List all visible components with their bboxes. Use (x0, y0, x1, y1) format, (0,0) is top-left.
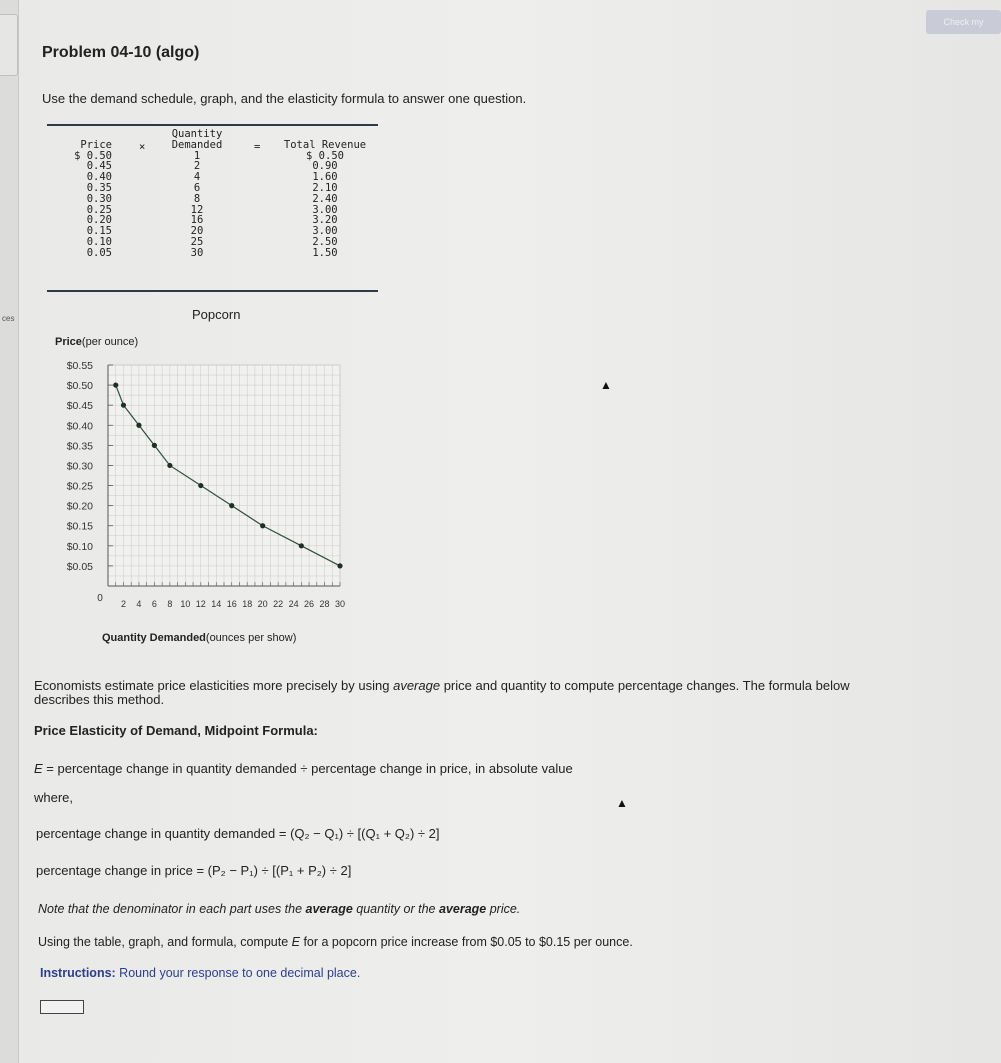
demand-chart (40, 350, 360, 620)
demand-point (299, 543, 304, 548)
price-cell: 0.40 (86, 171, 112, 184)
pp-formula: (P₂ − P₁) ÷ [(P₁ + P₂) ÷ 2] (207, 863, 352, 878)
y-axis-label-unit: (per ounce) (81, 336, 139, 348)
revenue-cell: $ 0.50 (306, 149, 344, 162)
quantity-cell: 30 (190, 246, 204, 259)
sidebar-label: ces (2, 314, 15, 323)
revenue-cell: 2.50 (312, 235, 338, 248)
problem-title: Problem 04-10 (algo) (42, 44, 200, 61)
y-tick-label: $0.20 (66, 500, 93, 513)
demand-point (337, 563, 342, 568)
price-cell: 0.15 (86, 225, 112, 238)
x-axis-label-unit: (ounces per show) (205, 632, 297, 644)
task-symbol-e: E (291, 935, 300, 949)
y-axis-label (55, 336, 138, 348)
x-tick-label: 6 (151, 599, 157, 609)
quantity-cell: 6 (193, 181, 201, 194)
eq-symbol-e: E (34, 761, 43, 776)
note-a: Note that the denominator in each part uses the (38, 902, 306, 916)
revenue-cell: 3.00 (312, 203, 338, 216)
y-tick-label: $0.10 (66, 540, 93, 553)
demand-schedule-table (47, 124, 378, 292)
revenue-cell: 1.50 (312, 246, 338, 259)
y-tick-label: $0.45 (66, 400, 93, 413)
x-tick-label: 18 (242, 599, 253, 609)
origin-label: 0 (97, 593, 103, 604)
demand-point (198, 483, 203, 488)
elasticity-intro-paragraph (34, 679, 864, 707)
times-operator: × (139, 141, 146, 153)
x-tick-label: 4 (136, 599, 142, 609)
instructions-label: Instructions: (40, 966, 116, 980)
quantity-cell: 8 (193, 192, 201, 205)
price-cell: 0.25 (86, 203, 112, 216)
demand-point (167, 463, 172, 468)
price-cell: $ 0.50 (74, 149, 112, 162)
p1-text-b: price and quantity to compute percentage changes. The formula below describes this method. (34, 678, 850, 707)
equals-operator: = (254, 141, 261, 153)
check-my-work-button[interactable]: Check my (926, 10, 1001, 34)
demand-point (121, 403, 126, 408)
quantity-cell: 25 (190, 235, 204, 248)
note-end: price. (486, 902, 521, 916)
x-tick-label: 14 (211, 599, 222, 609)
revenue-cell: 0.90 (312, 160, 338, 173)
note-mid: quantity or the (352, 902, 439, 916)
instructions (40, 966, 360, 980)
y-tick-label: $0.25 (66, 480, 93, 493)
price-change-formula (36, 863, 351, 878)
revenue-cell: 2.40 (312, 192, 338, 205)
revenue-cell: 3.00 (312, 225, 338, 238)
quantity-cell: 1 (193, 149, 201, 162)
pq-formula: (Q₂ − Q₁) ÷ [(Q₁ + Q₂) ÷ 2] (290, 826, 440, 841)
denominator-note (38, 902, 520, 916)
left-sidebar (0, 0, 19, 1063)
x-tick-label: 16 (226, 599, 237, 609)
quantity-cell: 20 (190, 225, 204, 238)
intro-text: Use the demand schedule, graph, and the elasticity formula to answer one question. (42, 91, 527, 106)
x-tick-label: 20 (257, 599, 268, 609)
quantity-cell: 16 (190, 214, 204, 227)
quantity-cell: 4 (193, 171, 201, 184)
note-bold-2: average (438, 902, 487, 916)
demand-point (152, 443, 157, 448)
price-header: Price (80, 138, 112, 151)
y-axis-label-bold: Price (55, 336, 82, 348)
task-a: Using the table, graph, and formula, compute (38, 935, 292, 949)
quantity-cell: 12 (190, 203, 204, 216)
y-tick-label: $0.55 (66, 360, 93, 372)
formula-heading: Price Elasticity of Demand, Midpoint Formula: (34, 723, 318, 738)
task-question (38, 935, 633, 949)
y-tick-label: $0.40 (66, 420, 93, 433)
price-cell: 0.35 (86, 181, 112, 194)
demand-point (229, 503, 234, 508)
p1-text-a: Economists estimate price elasticities more precisely by using (34, 678, 394, 693)
y-tick-label: $0.30 (66, 460, 93, 473)
revenue-header: Total Revenue (283, 138, 367, 151)
x-tick-label: 8 (167, 599, 173, 609)
y-tick-label: $0.15 (66, 520, 93, 533)
x-axis-label (102, 632, 296, 644)
quantity-header-line2: Demanded (171, 138, 223, 151)
y-tick-label: $0.05 (66, 560, 93, 573)
price-cell: 0.10 (86, 235, 112, 248)
x-tick-label: 12 (195, 599, 206, 609)
x-tick-label: 24 (288, 599, 299, 609)
task-b: for a popcorn price increase from $0.05 to $0.15 per ounce. (299, 935, 633, 949)
x-axis-label-bold: Quantity Demanded (102, 632, 206, 644)
elasticity-equation (34, 761, 573, 776)
quantity-change-formula (36, 826, 440, 841)
sidebar-tab[interactable] (0, 14, 18, 76)
x-tick-label: 30 (334, 599, 346, 609)
revenue-cell: 1.60 (312, 171, 338, 184)
price-cell: 0.30 (86, 192, 112, 205)
note-bold-1: average (305, 902, 353, 916)
demand-point (113, 382, 118, 387)
demand-point (260, 523, 265, 528)
p1-emphasis: average (393, 678, 441, 693)
price-cell: 0.05 (86, 246, 112, 259)
mouse-cursor-icon-2: ▲ (616, 796, 628, 810)
x-tick-label: 26 (304, 599, 315, 609)
mouse-cursor-icon: ▲ (600, 378, 612, 392)
x-tick-label: 2 (120, 599, 126, 609)
where-text: where, (34, 790, 74, 805)
answer-input[interactable] (40, 1000, 84, 1014)
quantity-header-line1: Quantity (171, 128, 223, 140)
quantity-cell: 2 (193, 160, 201, 173)
revenue-column (275, 129, 375, 259)
eq-text: = percentage change in quantity demanded ÷ percentage change in price, in absolute value (42, 761, 573, 776)
x-tick-label: 28 (319, 599, 330, 609)
pp-label: percentage change in price = (36, 863, 208, 878)
price-column (62, 129, 112, 259)
chart-title: Popcorn (192, 307, 241, 322)
price-cell: 0.20 (86, 214, 112, 227)
price-cell: 0.45 (86, 160, 112, 173)
x-tick-label: 10 (180, 599, 191, 609)
revenue-cell: 3.20 (312, 214, 338, 227)
revenue-cell: 2.10 (312, 181, 338, 194)
y-tick-label: $0.35 (66, 440, 93, 453)
quantity-column (157, 129, 237, 259)
x-tick-label: 22 (273, 599, 284, 609)
instructions-text: Round your response to one decimal place. (115, 966, 361, 980)
y-tick-label: $0.50 (66, 380, 93, 393)
pq-label: percentage change in quantity demanded = (36, 826, 291, 841)
demand-point (136, 423, 141, 428)
